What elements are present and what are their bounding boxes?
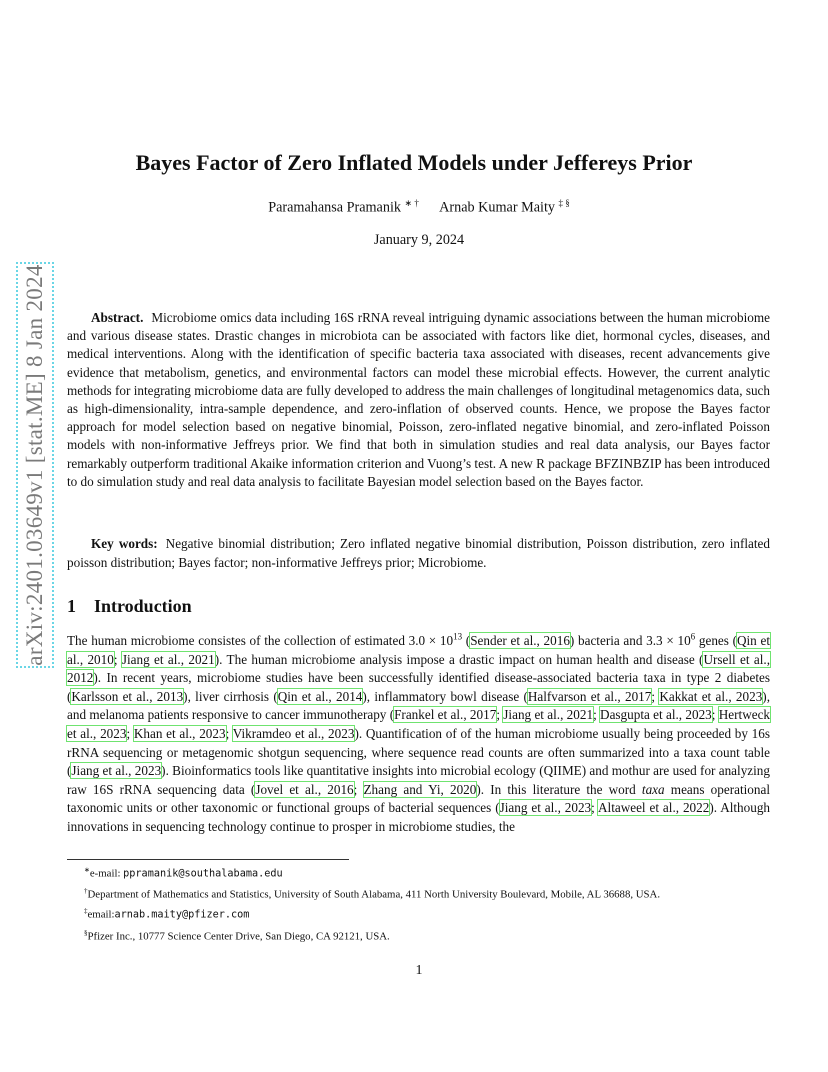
- intro-text: (: [462, 633, 471, 648]
- citation-link[interactable]: Altaweel et al., 2022: [598, 800, 710, 816]
- citation-link[interactable]: Vikramdeo et al., 2023: [232, 725, 355, 741]
- citation-link[interactable]: Kakkat et al., 2023: [659, 688, 763, 704]
- footnote: [84, 883, 784, 903]
- paper-date: January 9, 2024: [373, 232, 465, 248]
- citation-link[interactable]: Jiang et al., 2023: [499, 800, 592, 816]
- footnote-text: Pfizer Inc., 10777 Science Center Drive, San Diego, CA 92121, USA.: [87, 930, 390, 943]
- arxiv-id: arXiv:2401.03649v1 [stat.ME] 8 Jan 2024: [22, 264, 47, 666]
- intro-text: ), and melanoma patients responsive to cancer immunotherapy (: [67, 688, 770, 723]
- intro-text: ). In recent years, microbiome studies have been successfully identified disease-associated bacteria taxa in type 2 diabetes (: [67, 670, 770, 704]
- intro-text: ;: [113, 651, 122, 667]
- intro-text: ;: [353, 781, 364, 797]
- email-link[interactable]: ppramanik@southalabama.edu: [123, 868, 283, 880]
- citation-link[interactable]: Jovel et al., 2016: [255, 781, 354, 797]
- intro-text: genes (: [695, 633, 737, 648]
- citation-link[interactable]: Halfvarson et al., 2017: [527, 688, 652, 704]
- page-number: 1: [415, 963, 423, 978]
- citation-link[interactable]: Frankel et al., 2017: [394, 707, 497, 723]
- footnote: [84, 903, 784, 924]
- citation-link[interactable]: Ursell et al., 2012: [67, 651, 771, 686]
- intro-text: ;: [711, 707, 719, 723]
- footnote-mark: ‡: [84, 907, 88, 916]
- author-list: [0, 198, 828, 217]
- footnote-mark: †: [84, 887, 88, 896]
- paper-title: Bayes Factor of Zero Inflated Models under Jeffereys Prior: [135, 150, 693, 175]
- footnote: [84, 862, 784, 883]
- footnote-divider: [67, 859, 349, 860]
- intro-text: ). In this literature the word: [476, 781, 642, 797]
- footnote-mark: §: [84, 928, 88, 937]
- intro-text: ). Quantification of of the human microbiome usually being proceeded by 16s rRNA sequencing or metagenomic shotgun sequencing, where sequence read counts are often summarized into a taxa count table (: [67, 725, 770, 779]
- citation-link[interactable]: Qin et al., 2014: [277, 688, 363, 704]
- arxiv-stamp[interactable]: [16, 262, 54, 668]
- keywords-label: Key words:: [91, 536, 158, 551]
- intro-paragraph: [67, 632, 770, 837]
- footnote-label: email:: [87, 908, 115, 921]
- keywords-text: Negative binomial distribution; Zero inflated negative binomial distribution, Poisson distribution, zero inflated poisson distribution; Bayes factor; non-informative Jeffreys prior; Microbiome.: [67, 536, 770, 570]
- intro-text: ;: [225, 725, 233, 741]
- intro-text: ;: [591, 800, 598, 816]
- intro-text: ) bacteria and 3.3 × 10: [569, 633, 691, 648]
- intro-text: ), liver cirrhosis (: [183, 688, 278, 704]
- footnote-mark: ∗: [84, 866, 90, 874]
- email-link[interactable]: arnab.maity@pfizer.com: [114, 909, 250, 921]
- intro-text: ;: [126, 725, 134, 741]
- abstract-text: Microbiome omics data including 16S rRNA reveal intriguing dynamic associations between the human microbiome and various disease states. Drastic changes in microbiota can be associated with factors like diet, hormonal cycles, diseases, and medical interventions. Along with the identification of specific bacteria taxa associated with diseases, recent advancements give evidence that metabolism, genetics, and environmental factors can model these microbial effects. However, the current analytic methods for integrating microbiome data are fully developed to address the main challenges of longitudinal metagenomics data, such as high-dimensionality, intra-sample dependence, and zero-inflation of observed counts. Hence, we propose the Bayes factor approach for model selection based on negative binomial, Poisson, zero-inflated negative binomial, and zero-inflated Poisson models with non-informative Jeffreys prior. We find that both in simulation studies and real data analysis, our Bayes factor remarkably outperform traditional Akaike information criterion and Vuong’s test. A new R package BFZINBZIP has been introduced to do simulation study and real data analysis to facilitate Bayesian model selection based on the Bayes factor.: [67, 310, 770, 489]
- citation-link[interactable]: Dasgupta et al., 2023: [600, 707, 712, 723]
- citation-link[interactable]: Hertweck et al., 2023: [67, 707, 771, 741]
- intro-text: ), inflammatory bowl disease (: [362, 688, 528, 704]
- citation-link[interactable]: Jiang et al., 2021: [503, 707, 594, 723]
- footnotes: [84, 862, 784, 945]
- footnote-text: Department of Mathematics and Statistics, University of South Alabama, 411 North University Boulevard, Mobile, AL 36688, USA.: [87, 888, 661, 901]
- citation-link[interactable]: Sender et al., 2016: [470, 633, 570, 648]
- citation-link[interactable]: Zhang and Yi, 2020: [363, 781, 477, 797]
- author-name: Paramahansa Pramanik: [268, 199, 401, 216]
- intro-text: ;: [593, 707, 601, 723]
- emphasis: taxa: [641, 781, 665, 797]
- intro-text: ). The human microbiome analysis impose a drastic impact on human health and disease (: [214, 651, 704, 667]
- intro-text: The human microbiome consistes of the collection of estimated 3.0 × 10: [67, 633, 454, 648]
- footnote: [84, 925, 784, 945]
- abstract: [67, 309, 770, 491]
- citation-link[interactable]: Qin et al., 2010: [67, 633, 770, 667]
- author-footnote-marks[interactable]: ∗ †: [404, 198, 419, 208]
- section-number: 1: [67, 596, 76, 616]
- intro-text: means operational taxonomic units or other taxonomic or functional groups of bacterial sequences (: [67, 781, 770, 816]
- intro-text: ). Bioinformatics tools like quantitative insights into microbial ecology (QIIME) and mothur are used for analyzing raw 16S rRNA sequencing data (: [67, 763, 770, 797]
- intro-text: ;: [651, 688, 660, 704]
- citation-link[interactable]: Khan et al., 2023: [133, 725, 226, 741]
- citation-link[interactable]: Karlsson et al., 2013: [71, 688, 184, 704]
- abstract-label: Abstract.: [91, 310, 144, 325]
- intro-text: ). Although innovations in sequencing technology continue to prosper in microbiome studies, the: [67, 800, 771, 834]
- keywords: [67, 535, 770, 572]
- author-name: Arnab Kumar Maity: [439, 199, 555, 216]
- footnote-label: e-mail:: [89, 867, 124, 880]
- section-heading: [67, 596, 192, 617]
- citation-link[interactable]: Jiang et al., 2023: [71, 763, 162, 779]
- citation-link[interactable]: Jiang et al., 2021: [121, 651, 215, 667]
- section-title: Introduction: [94, 596, 192, 616]
- author-footnote-marks[interactable]: ‡ §: [558, 198, 570, 208]
- intro-text: ;: [496, 707, 504, 723]
- exponent: 6: [690, 631, 696, 642]
- exponent: 13: [453, 631, 463, 642]
